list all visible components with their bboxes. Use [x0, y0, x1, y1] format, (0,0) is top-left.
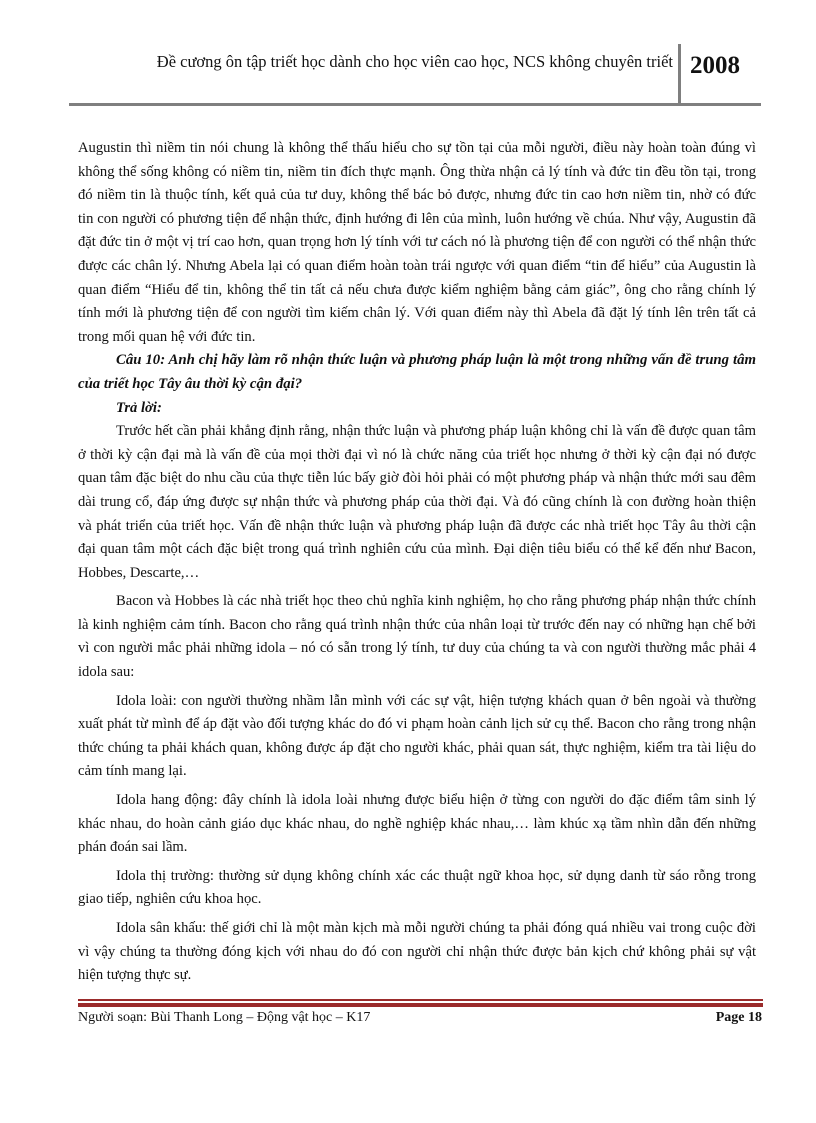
footer-rule-thin: [78, 999, 763, 1001]
paragraph-idola-hang-dong: Idola hang động: đây chính là idola loài nhưng được biểu hiện ở từng con người do đặc điểm tâm sinh lý khác nhau, do hoàn cảnh giáo dục khác nhau, do nghề nghiệp khác nhau,… làm khúc xạ tầm nhìn dẫn đến những phán đoán sai lầm.: [78, 792, 756, 856]
footer-rule-thick: [78, 1003, 763, 1007]
paragraph-idola-thi-truong: Idola thị trường: thường sử dụng không chính xác các thuật ngữ khoa học, sử dụng danh từ sáo rỗng trong giao tiếp, nghiên cứu khoa học.: [78, 867, 756, 908]
paragraph-bacon-hobbes: Bacon và Hobbes là các nhà triết học theo chủ nghĩa kinh nghiệm, họ cho rằng phương pháp nhận thức chính là kinh nghiệm cảm tính. Bacon cho rằng quá trình nhận thức của nhân loại từ trước đến nay có những hạn chế bởi vì con người mắc phải những idola – nó có sẵn trong lý tính, tư duy của chúng ta và con người thường mắc phải 4 idola sau:: [78, 593, 756, 681]
paragraph-idola-san-khau: Idola sân khấu: thế giới chỉ là một màn kịch mà mỗi người chúng ta phải đóng quá nhiều vai trong cuộc đời vì vậy chúng ta thường đóng kịch với nhau do đó con người chỉ nhận thức được bản kịch chứ không phải sự vật hiện tượng thực sự.: [78, 920, 756, 984]
page-number: Page 18: [715, 1010, 762, 1025]
header-title: Đề cương ôn tập triết học dành cho học viên cao học, NCS không chuyên triết: [156, 52, 673, 71]
paragraph-intro: Trước hết cần phải khẳng định rằng, nhận thức luận và phương pháp luận không chỉ là vấn đề được quan tâm ở thời kỳ cận đại mà là vấn đề của mọi thời đại vì nó là chức năng của triết học nhưng ở thời kỳ cận đại nó được quan tâm đặc biệt do nhu cầu của thực tiễn lúc bấy giờ đòi hỏi phải có một phương pháp và nhận thức mới sau đêm dài trung cổ, đáp ứng được sự nhận thức và phương pháp của thời đại. Và đó cũng chính là con đường hoàn thiện và phát triển của triết học. Vấn đề nhận thức luận và phương pháp luận đã được các nhà triết học Tây âu thời cận đại quan tâm một cách đặc biệt trong quá trình nghiên cứu của mình. Đại diện tiêu biểu có thể kể đến như Bacon, Hobbes, Descarte,…: [78, 423, 756, 581]
paragraph-augustin-abela: Augustin thì niềm tin nói chung là không thể thấu hiểu cho sự tồn tại của mỗi người, điều này hoàn toàn đúng vì không thể sống không có niềm tin, niềm tin đích thực mạnh. Ông thừa nhận cả lý tính và đức tin đều tồn tại, trong đó niềm tin là thuộc tính, kết quả của tư duy, không thể bác bỏ được, nhưng đức tin cao hơn niềm tin, nhờ có đức tin con người có phương tiện để nhận thức, định hướng đi lên của mình, luôn hướng về chúa. Như vậy, Augustin đã đặt đức tin ở một vị trí cao hơn, quan trọng hơn lý tính với tư cách nó là phương tiện để con người có thể nhận thức được các chân lý. Nhưng Abela lại có quan điểm hoàn toàn trái ngược với quan điểm “tin để hiểu” của Augustin là quan điểm “Hiểu để tin, không thể tin tất cả nếu chưa được kiểm nghiệm bằng cảm giác”, ông cho rằng chính lý tính mới là phương tiện để con người tìm kiếm chân lý. Với quan điểm này thì Abela đã đặt lý tính lên trên tất cả trong mối quan hệ với đức tin.: [78, 140, 756, 345]
paragraph-idola-loai: Idola loài: con người thường nhầm lẫn mình với các sự vật, hiện tượng khách quan ở bên ngoài và thường xuất phát từ mình để áp đặt vào đối tượng khác do đó vi phạm hoàn cảnh lịch sử cụ thể. Bacon cho rằng trong nhận thức chúng ta phải khách quan, không được áp đặt cho người khác, phải quan sát, thực nghiệm, kiểm tra tài liệu do cảm tính mang lại.: [78, 692, 756, 780]
page-content: [78, 137, 756, 988]
header-year: 2008: [690, 52, 740, 79]
header-divider-horizontal: [69, 103, 761, 106]
header-divider-vertical: [678, 44, 681, 106]
answer-label: Trả lời:: [116, 399, 162, 416]
question-heading: Câu 10: Anh chị hãy làm rõ nhận thức luận và phương pháp luận là một trong những vấn đề trung tâm của triết học Tây âu thời kỳ cận đại?: [78, 352, 756, 392]
footer-author: Người soạn: Bùi Thanh Long – Động vật học – K17: [78, 1010, 371, 1025]
